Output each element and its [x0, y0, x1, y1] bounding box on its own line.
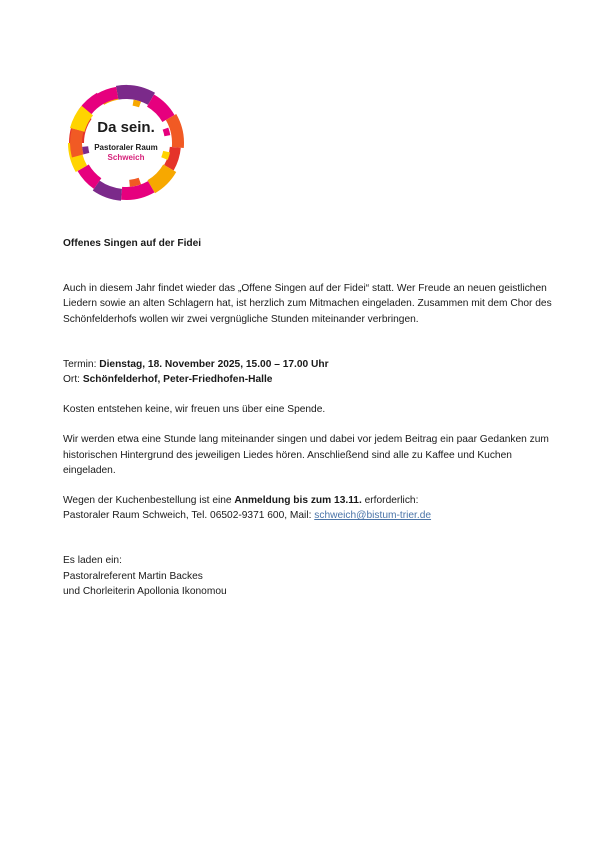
einlader-2: und Chorleiterin Apollonia Ikonomou — [63, 585, 227, 597]
termin-label: Termin: — [63, 358, 100, 370]
anmeldung-deadline: Anmeldung bis zum 13.11. — [234, 495, 362, 507]
anmeldung-line: Wegen der Kuchenbestellung ist eine Anmeldung bis zum 13.11. erforderlich: — [63, 495, 419, 507]
document-title: Offenes Singen auf der Fidei — [63, 238, 202, 249]
ort-value: Schönfelderhof, Peter-Friedhofen-Halle — [82, 374, 273, 386]
intro-paragraph: Auch in diesem Jahr findet wieder das „Offene Singen auf der Fidei“ statt. Wer Freude an neuen geistlichen Liedern sowie an alten Schlagern hat, ist herzlich zum Mitmachen eingeladen. Zusammen mit dem Chor des Schönfelderhofs wollen wir zwei vergnügliche Stunden miteinander verbringen. — [63, 283, 552, 325]
einladung-line: Es laden ein: — [63, 555, 122, 567]
pastoraler-raum-logo — [66, 83, 186, 203]
logo-main-text: Da sein. — [97, 118, 155, 136]
kontakt-line: Pastoraler Raum Schweich, Tel. 06502-9371 600, Mail: schweich@bistum-trier.de — [63, 510, 432, 522]
ort-line — [63, 372, 553, 387]
kosten-paragraph: Kosten entstehen keine, wir freuen uns über eine Spende. — [63, 404, 326, 416]
termin-value: Dienstag, 18. November 2025, 15.00 – 17.00 Uhr — [99, 358, 329, 370]
ablauf-paragraph: Wir werden etwa eine Stunde lang miteinander singen und dabei vor jedem Beitrag ein paar Gedanken zum historischen Hintergrund des jeweiligen Liedes hören. Anschließend sind alle zu Kaffee und Kuchen eingeladen. — [63, 434, 549, 476]
email-link[interactable]: schweich@bistum-trier.de — [314, 510, 432, 522]
ort-label: Ort: — [63, 374, 83, 386]
einlader-1: Pastoralreferent Martin Backes — [63, 570, 203, 582]
logo-line-2: Schweich — [107, 152, 145, 162]
termin-line — [63, 357, 553, 372]
document-body — [63, 236, 553, 599]
logo-line-1: Pastoraler Raum — [94, 143, 158, 153]
